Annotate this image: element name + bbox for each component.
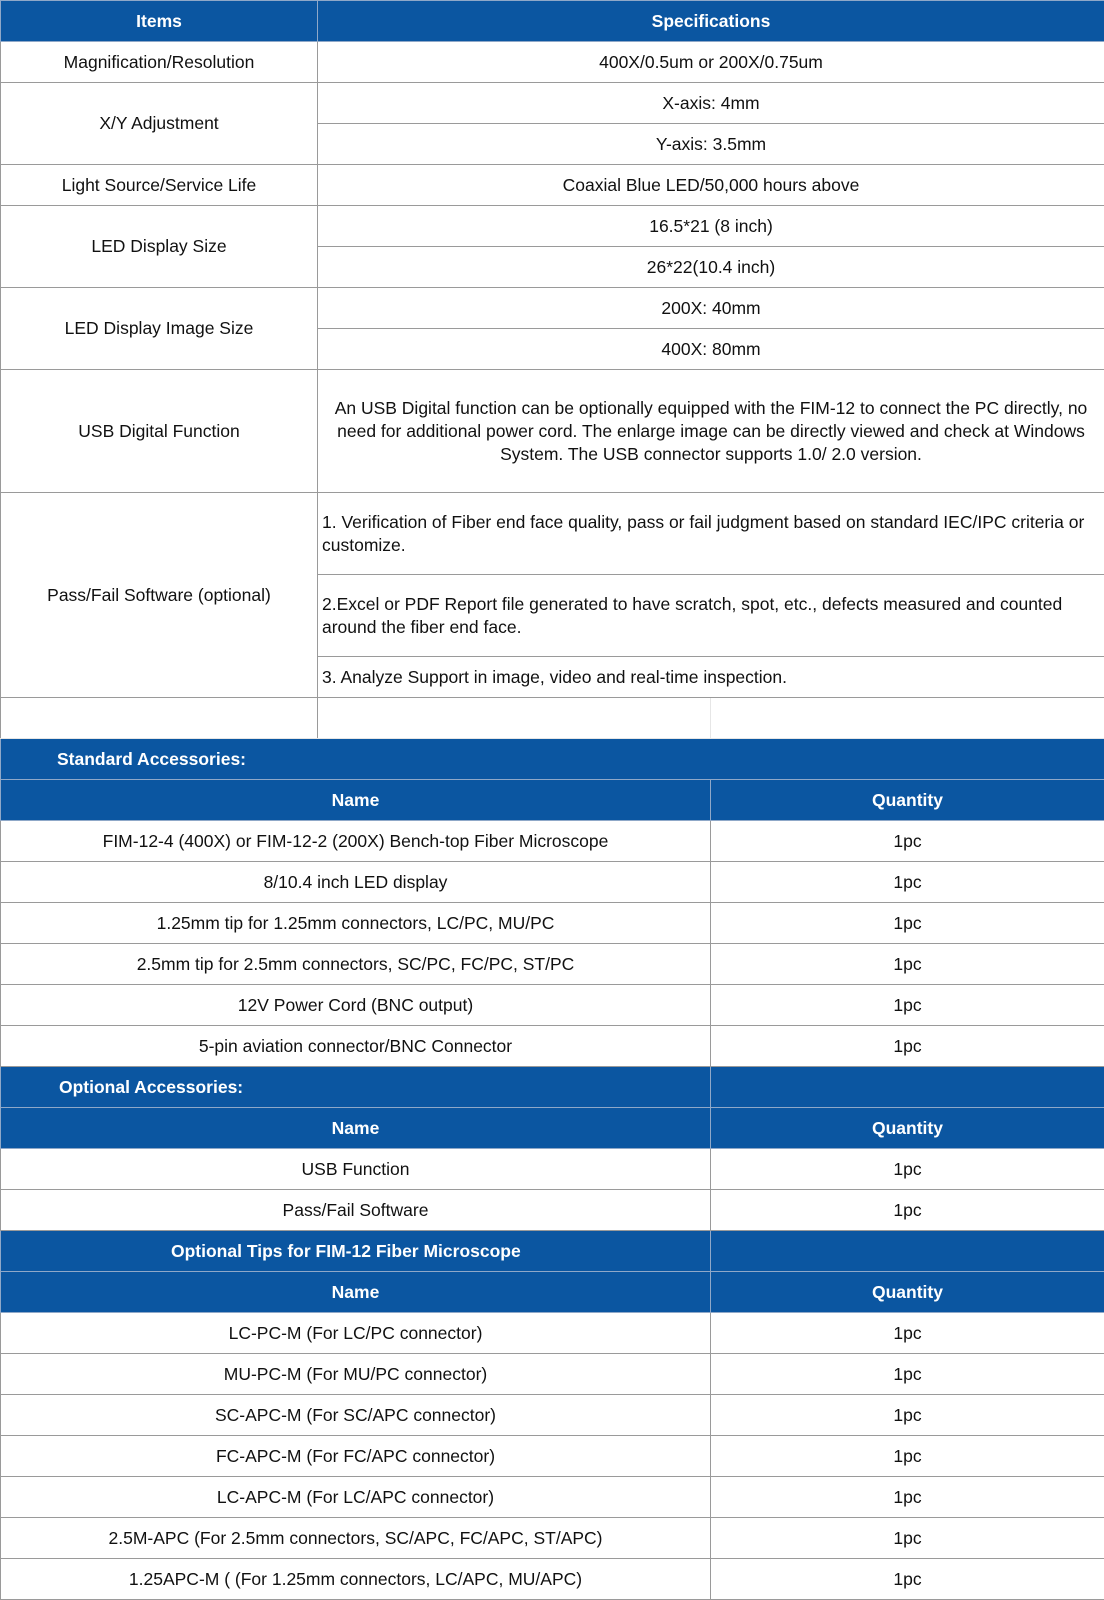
item-name: LC-APC-M (For LC/APC connector) [1, 1477, 711, 1518]
item-quantity: 1pc [711, 903, 1104, 944]
spacer-cell [1, 698, 318, 739]
item-name: MU-PC-M (For MU/PC connector) [1, 1354, 711, 1395]
table-row [1, 1477, 1104, 1518]
item-name: Pass/Fail Software [1, 1190, 711, 1231]
spec-row-magnification [1, 42, 1104, 83]
column-header-name: Name [1, 780, 711, 821]
item-quantity: 1pc [711, 1190, 1104, 1231]
item-name: 12V Power Cord (BNC output) [1, 985, 711, 1026]
spacer-row [1, 698, 1104, 739]
spec-value: 16.5*21 (8 inch) [318, 206, 1104, 247]
item-name: FC-APC-M (For FC/APC connector) [1, 1436, 711, 1477]
item-name: USB Function [1, 1149, 711, 1190]
column-header-quantity: Quantity [711, 1108, 1104, 1149]
item-quantity: 1pc [711, 1518, 1104, 1559]
item-name: FIM-12-4 (400X) or FIM-12-2 (200X) Bench-top Fiber Microscope [1, 821, 711, 862]
standard-accessories-title-row [1, 739, 1104, 780]
spec-value: Coaxial Blue LED/50,000 hours above [318, 165, 1104, 206]
spec-value-paragraph: 2.Excel or PDF Report file generated to have scratch, spot, etc., defects measured and counted around the fiber end face. [318, 575, 1104, 657]
item-name: 1.25APC-M ( (For 1.25mm connectors, LC/APC, MU/APC) [1, 1559, 711, 1600]
table-row [1, 903, 1104, 944]
table-row [1, 862, 1104, 903]
item-name: 2.5mm tip for 2.5mm connectors, SC/PC, FC/PC, ST/PC [1, 944, 711, 985]
item-quantity: 1pc [711, 1313, 1104, 1354]
spacer-cell [711, 698, 1104, 739]
header-specifications: Specifications [318, 1, 1104, 42]
standard-accessories-body [1, 821, 1104, 1067]
optional-tips-body [1, 1313, 1104, 1600]
column-header-quantity: Quantity [711, 1272, 1104, 1313]
table-row [1, 944, 1104, 985]
header-items: Items [1, 1, 318, 42]
table-row [1, 1313, 1104, 1354]
item-name: SC-APC-M (For SC/APC connector) [1, 1395, 711, 1436]
item-name: 2.5M-APC (For 2.5mm connectors, SC/APC, FC/APC, ST/APC) [1, 1518, 711, 1559]
section-title-blank [711, 1067, 1104, 1108]
item-quantity: 1pc [711, 1436, 1104, 1477]
tips-header-row [1, 1272, 1104, 1313]
section-title: Optional Accessories: [1, 1067, 711, 1108]
table-row [1, 1395, 1104, 1436]
spacer-cell [318, 698, 711, 739]
table-row [1, 1190, 1104, 1231]
optional-tips-title-row [1, 1231, 1104, 1272]
column-header-quantity: Quantity [711, 780, 1104, 821]
item-quantity: 1pc [711, 1354, 1104, 1395]
spec-value-paragraph: 3. Analyze Support in image, video and real-time inspection. [318, 657, 1104, 698]
table-row [1, 1026, 1104, 1067]
optional-accessories-body [1, 1149, 1104, 1231]
spec-label: Pass/Fail Software (optional) [1, 493, 318, 698]
item-quantity: 1pc [711, 1395, 1104, 1436]
spec-label: LED Display Image Size [1, 288, 318, 370]
item-quantity: 1pc [711, 1149, 1104, 1190]
item-quantity: 1pc [711, 821, 1104, 862]
spec-label: LED Display Size [1, 206, 318, 288]
item-name: 5-pin aviation connector/BNC Connector [1, 1026, 711, 1067]
spec-label: Magnification/Resolution [1, 42, 318, 83]
optional-header-row [1, 1108, 1104, 1149]
section-title: Optional Tips for FIM-12 Fiber Microscope [1, 1231, 711, 1272]
spec-value-paragraph: 1. Verification of Fiber end face quality, pass or fail judgment based on standard IEC/IPC criteria or customize. [318, 493, 1104, 575]
item-quantity: 1pc [711, 1477, 1104, 1518]
spec-value: 400X: 80mm [318, 329, 1104, 370]
spec-value: 200X: 40mm [318, 288, 1104, 329]
spec-row-light [1, 165, 1104, 206]
table-row [1, 1559, 1104, 1600]
spec-label: USB Digital Function [1, 370, 318, 493]
item-quantity: 1pc [711, 985, 1104, 1026]
spec-row-image-size [1, 288, 1104, 329]
spec-row-xy [1, 83, 1104, 124]
spec-value: 26*22(10.4 inch) [318, 247, 1104, 288]
column-header-name: Name [1, 1108, 711, 1149]
spec-value: 400X/0.5um or 200X/0.75um [318, 42, 1104, 83]
table-row [1, 1354, 1104, 1395]
column-header-name: Name [1, 1272, 711, 1313]
spec-value-paragraph: An USB Digital function can be optionally equipped with the FIM-12 to connect the PC directly, no need for additional power cord. The enlarge image can be directly viewed and check at Windows System. The USB connector supports 1.0/ 2.0 version. [318, 370, 1104, 493]
optional-accessories-title-row [1, 1067, 1104, 1108]
spec-row-usb [1, 370, 1104, 493]
standard-header-row [1, 780, 1104, 821]
item-quantity: 1pc [711, 862, 1104, 903]
item-name: LC-PC-M (For LC/PC connector) [1, 1313, 711, 1354]
spec-row-display-size [1, 206, 1104, 247]
spec-row-passfail [1, 493, 1104, 575]
table-row [1, 1436, 1104, 1477]
spec-value: Y-axis: 3.5mm [318, 124, 1104, 165]
spec-value: X-axis: 4mm [318, 83, 1104, 124]
table-row [1, 985, 1104, 1026]
section-title-blank [711, 1231, 1104, 1272]
table-row [1, 1149, 1104, 1190]
specs-header-row [1, 1, 1104, 42]
spec-label: X/Y Adjustment [1, 83, 318, 165]
item-quantity: 1pc [711, 1559, 1104, 1600]
table-row [1, 1518, 1104, 1559]
item-quantity: 1pc [711, 1026, 1104, 1067]
item-name: 1.25mm tip for 1.25mm connectors, LC/PC, MU/PC [1, 903, 711, 944]
item-name: 8/10.4 inch LED display [1, 862, 711, 903]
spec-label: Light Source/Service Life [1, 165, 318, 206]
item-quantity: 1pc [711, 944, 1104, 985]
section-title: Standard Accessories: [1, 739, 1104, 780]
table-row [1, 821, 1104, 862]
